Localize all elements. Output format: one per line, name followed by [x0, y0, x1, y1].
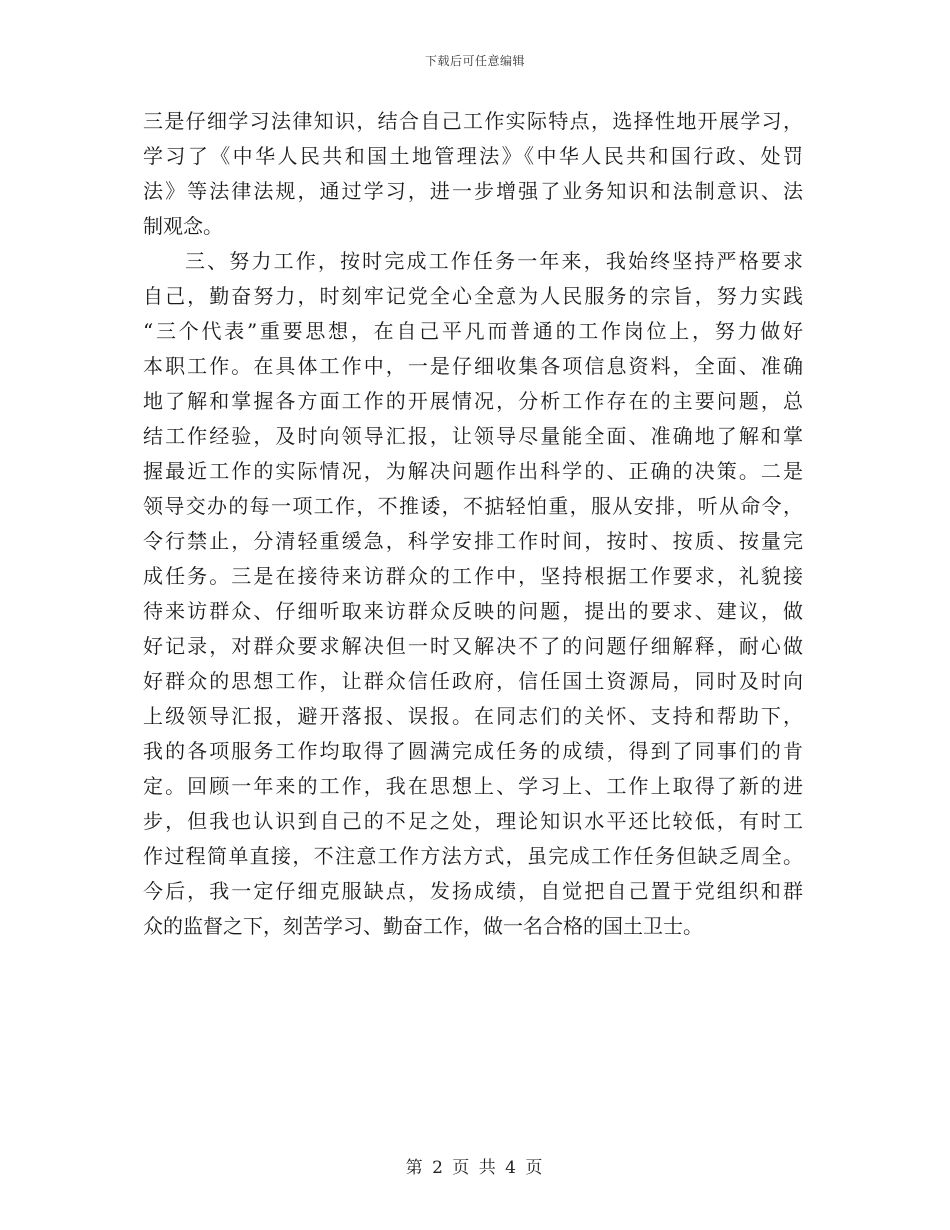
text-line: 成任务。三是在接待来访群众的工作中，坚持根据工作要求，礼貌接 — [143, 564, 803, 588]
text-line: 上级领导汇报，避开落报、误报。在同志们的关怀、支持和帮助下， — [143, 704, 803, 728]
text-line: 好群众的思想工作，让群众信任政府，信任国土资源局，同时及时向 — [143, 669, 803, 693]
text-line: 今后，我一定仔细克服缺点，发扬成绩，自觉把自己置于党组织和群 — [143, 879, 803, 903]
text-line: 本职工作。在具体工作中，一是仔细收集各项信息资料，全面、准确 — [143, 354, 803, 378]
text-line: 步，但我也认识到自己的不足之处，理论知识水平还比较低，有时工 — [143, 809, 803, 833]
text-line: 法》等法律法规，通过学习，进一步增强了业务知识和法制意识、法 — [143, 179, 803, 203]
text-line: 我的各项服务工作均取得了圆满完成任务的成绩，得到了同事们的肯 — [143, 739, 803, 763]
text-line: 结工作经验，及时向领导汇报，让领导尽量能全面、准确地了解和掌 — [143, 424, 803, 448]
page-number: 第 2 页 共 4 页 — [405, 1158, 545, 1178]
text-line: “三个代表”重要思想，在自己平凡而普通的工作岗位上，努力做好 — [143, 319, 803, 343]
text-line: 制观念。 — [143, 214, 223, 238]
text-line: 领导交办的每一项工作，不推诿，不掂轻怕重，服从安排，听从命令， — [143, 494, 803, 518]
text-line: 握最近工作的实际情况，为解决问题作出科学的、正确的决策。二是 — [143, 459, 803, 483]
text-line: 定。回顾一年来的工作，我在思想上、学习上、工作上取得了新的进 — [143, 774, 803, 798]
text-line: 待来访群众、仔细听取来访群众反映的问题，提出的要求、建议，做 — [143, 599, 803, 623]
document-body — [143, 104, 803, 944]
text-line: 作过程简单直接，不注意工作方法方式，虽完成工作任务但缺乏周全。 — [143, 844, 803, 868]
text-line: 学习了《中华人民共和国土地管理法》《中华人民共和国行政、处罚 — [143, 144, 803, 168]
text-line: 三是仔细学习法律知识，结合自己工作实际特点，选择性地开展学习， — [143, 109, 803, 133]
text-line: 令行禁止，分清轻重缓急，科学安排工作时间，按时、按质、按量完 — [143, 529, 803, 553]
text-line: 好记录，对群众要求解决但一时又解决不了的问题仔细解释，耐心做 — [143, 634, 803, 658]
text-line: 众的监督之下，刻苦学习、勤奋工作，做一名合格的国土卫士。 — [143, 914, 703, 938]
text-line: 地了解和掌握各方面工作的开展情况，分析工作存在的主要问题，总 — [143, 389, 803, 413]
page-header-note: 下载后可任意编辑 — [424, 54, 525, 68]
paragraph-start-line: 三、努力工作，按时完成工作任务一年来，我始终坚持严格要求 — [185, 249, 803, 273]
text-line: 自己，勤奋努力，时刻牢记党全心全意为人民服务的宗旨，努力实践 — [143, 284, 803, 308]
